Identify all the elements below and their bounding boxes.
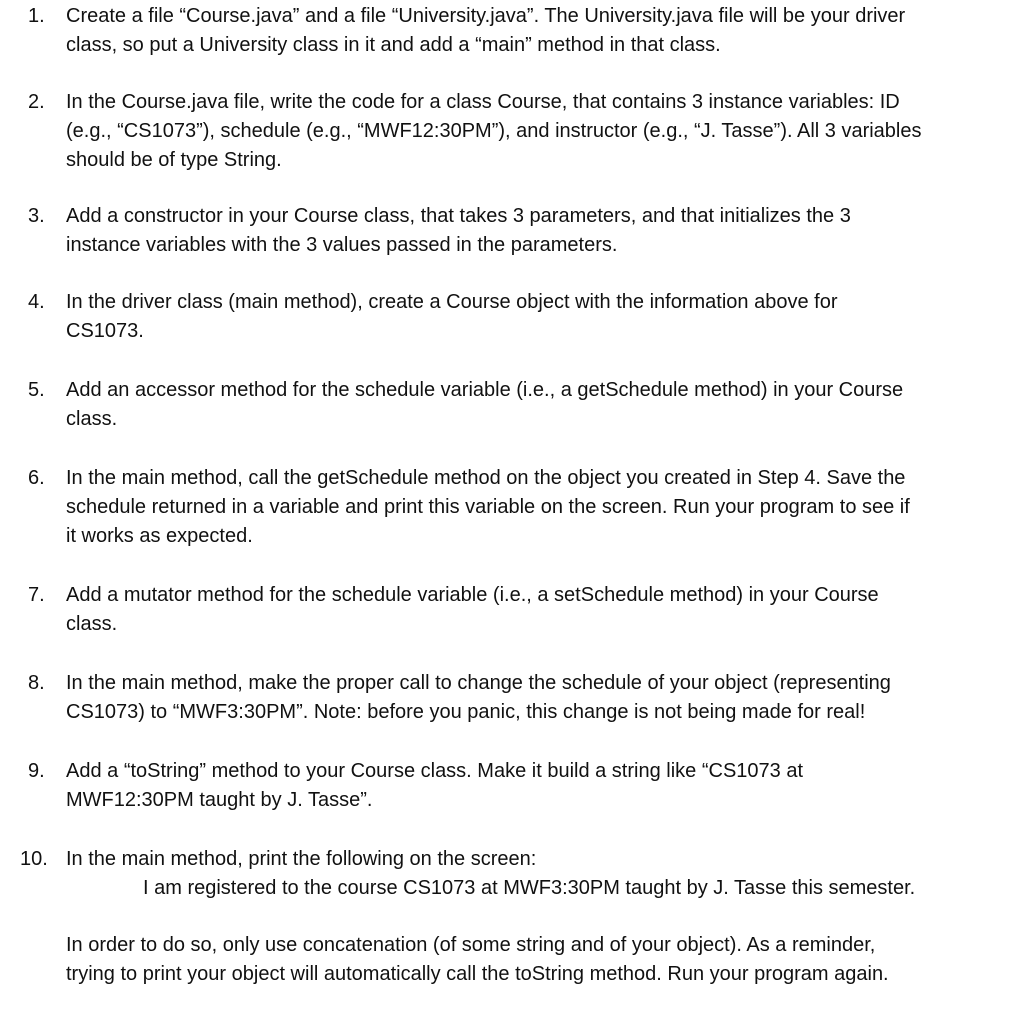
text-line: MWF12:30PM taught by J. Tasse”. (66, 789, 373, 811)
text-line: In the driver class (main method), create a Course object with the information above for (66, 291, 838, 313)
text-line: CS1073) to “MWF3:30PM”. Note: before you panic, this change is not being made for real! (66, 701, 866, 723)
item-text (66, 376, 996, 434)
item-number: 1. (28, 5, 45, 27)
item-number: 5. (28, 379, 45, 401)
text-line: class. (66, 408, 118, 430)
item-number: 9. (28, 760, 45, 782)
text-line: In the main method, make the proper call to change the schedule of your object (representing (66, 672, 891, 694)
text-line: Add a constructor in your Course class, that takes 3 parameters, and that initializes the 3 (66, 205, 851, 227)
text-line: Add a mutator method for the schedule variable (i.e., a setSchedule method) in your Course (66, 584, 879, 606)
item-text (66, 202, 996, 260)
text-line: Create a file “Course.java” and a file “University.java”. The University.java file will be your driver (66, 5, 906, 27)
item-number: 3. (28, 205, 45, 227)
text-line: should be of type String. (66, 149, 282, 171)
example-output-line: I am registered to the course CS1073 at MWF3:30PM taught by J. Tasse this semester. (143, 877, 916, 899)
text-line: Add a “toString” method to your Course class. Make it build a string like “CS1073 at (66, 760, 804, 782)
spacer (66, 903, 996, 931)
item-number: 8. (28, 672, 45, 694)
item-number: 10. (20, 848, 48, 870)
text-line: (e.g., “CS1073”), schedule (e.g., “MWF12:30PM”), and instructor (e.g., “J. Tasse”). All 3 variables (66, 120, 922, 142)
text-line: schedule returned in a variable and print this variable on the screen. Run your program to see if (66, 496, 910, 518)
text-line: CS1073. (66, 320, 144, 342)
text-line: class. (66, 613, 118, 635)
item-number: 4. (28, 291, 45, 313)
item-text (66, 2, 996, 60)
item-number: 6. (28, 467, 45, 489)
text-line: it works as expected. (66, 525, 253, 547)
text-line: In the main method, call the getSchedule method on the object you created in Step 4. Save the (66, 467, 906, 489)
text-line: trying to print your object will automatically call the toString method. Run your program again. (66, 963, 889, 985)
text-line: In the main method, print the following on the screen: (66, 848, 537, 870)
item-number: 2. (28, 91, 45, 113)
text-line: In order to do so, only use concatenation (of some string and of your object). As a reminder, (66, 934, 876, 956)
text-line: instance variables with the 3 values passed in the parameters. (66, 234, 618, 256)
item-text (66, 88, 996, 175)
item-text (66, 669, 996, 727)
text-line: Add an accessor method for the schedule variable (i.e., a getSchedule method) in your Course (66, 379, 904, 401)
item-number: 7. (28, 584, 45, 606)
item-text (66, 288, 996, 346)
item-text (66, 845, 996, 989)
item-text (66, 757, 996, 815)
text-line: class, so put a University class in it and add a “main” method in that class. (66, 34, 721, 56)
item-text (66, 581, 996, 639)
item-text (66, 464, 996, 551)
text-line: In the Course.java file, write the code for a class Course, that contains 3 instance variables: ID (66, 91, 900, 113)
